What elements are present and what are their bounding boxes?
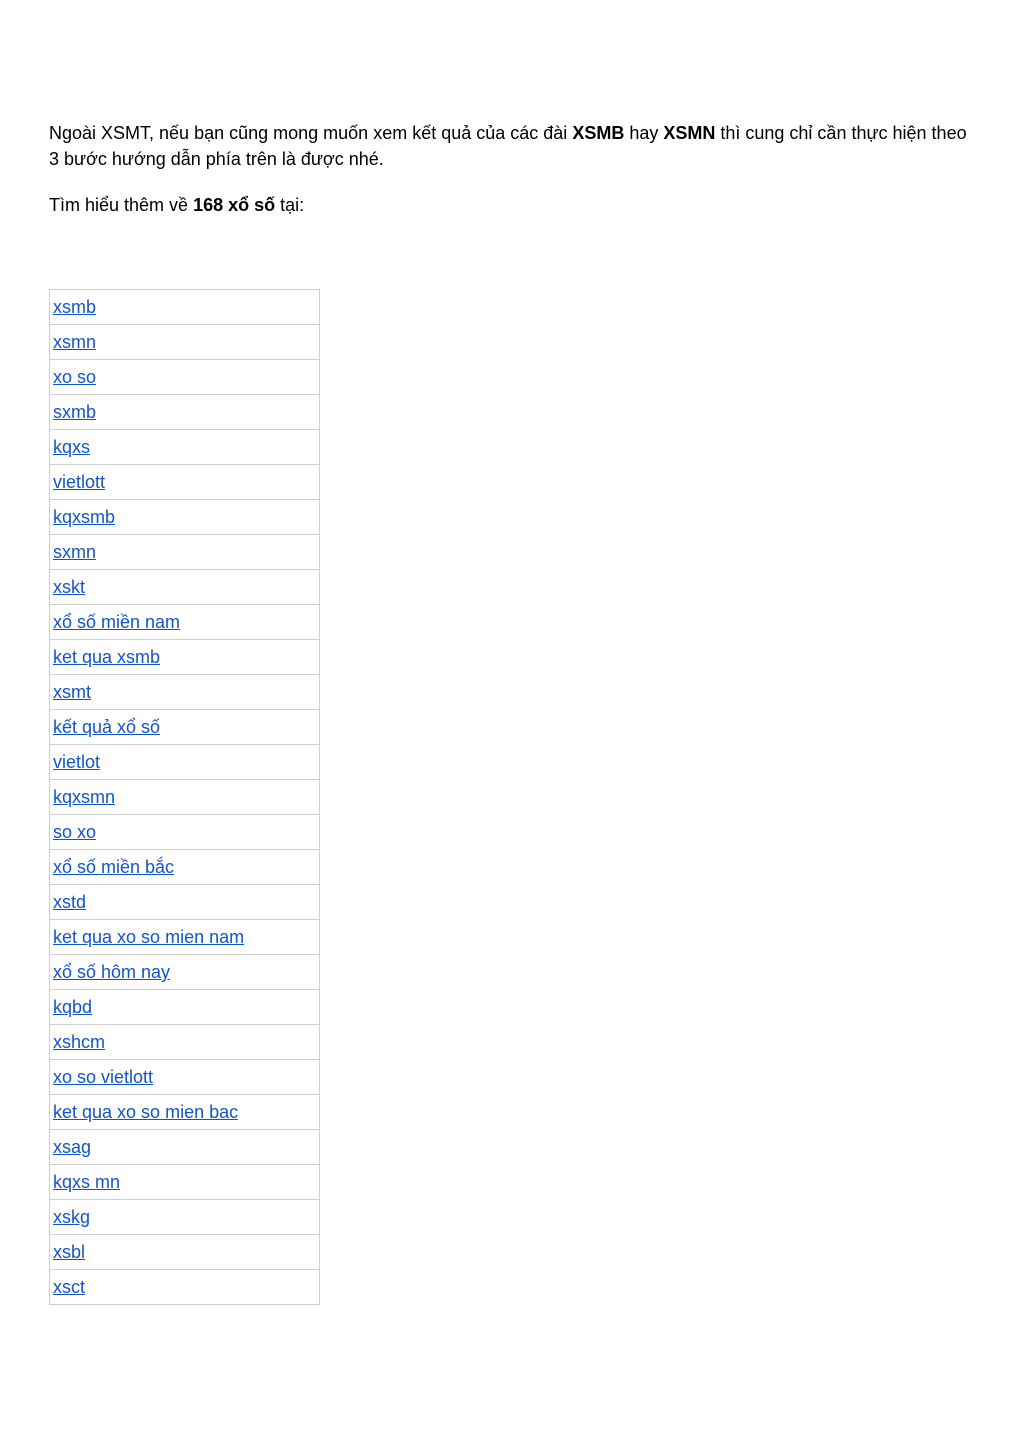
table-cell [50,1095,320,1130]
table-row [50,1060,320,1095]
intro-text-3: thì cung chỉ cần thực hiện theo 3 bước hướng dẫn phía trên là được nhé. [49,123,967,169]
table-cell [50,500,320,535]
link-item[interactable]: xsct [53,1277,86,1297]
article-body [49,120,979,218]
table-row [50,1095,320,1130]
link-item[interactable]: xskt [53,577,86,597]
intro-paragraph [49,120,979,172]
table-cell [50,395,320,430]
table-cell [50,815,320,850]
table-row [50,360,320,395]
table-row [50,780,320,815]
table-row [50,1270,320,1305]
table-cell [50,290,320,325]
table-cell [50,1165,320,1200]
more-text-1: Tìm hiểu thêm về [49,195,194,215]
table-row [50,815,320,850]
table-row [50,1130,320,1165]
table-cell [50,1270,320,1305]
table-cell [50,1025,320,1060]
link-item[interactable]: xstd [53,892,87,912]
more-paragraph [49,192,979,218]
table-cell [50,1060,320,1095]
table-cell [50,430,320,465]
table-row [50,640,320,675]
link-item[interactable]: ket qua xsmb [53,647,161,667]
table-row [50,920,320,955]
link-item[interactable]: xshcm [53,1032,106,1052]
table-row [50,605,320,640]
link-item[interactable]: xsmt [53,682,91,702]
table-row [50,430,320,465]
table-cell [50,325,320,360]
table-cell [50,640,320,675]
table-cell [50,360,320,395]
table-cell [50,920,320,955]
table-cell [50,745,320,780]
table-row [50,290,320,325]
table-cell [50,780,320,815]
intro-bold-xsmb: XSMB [572,123,625,143]
table-row [50,745,320,780]
table-cell [50,710,320,745]
table-row [50,1200,320,1235]
link-item[interactable]: sxmb [53,402,97,422]
table-row [50,395,320,430]
link-item[interactable]: kqxs mn [53,1172,121,1192]
intro-text-2: hay [624,123,664,143]
table-row [50,885,320,920]
table-cell [50,990,320,1025]
link-item[interactable]: xổ số miền nam [53,612,181,632]
table-cell [50,1235,320,1270]
link-item[interactable]: xsmn [53,332,97,352]
links-table [49,289,320,1305]
table-cell [50,605,320,640]
intro-text-1: Ngoài XSMT, nếu bạn cũng mong muốn xem kết quả của các đài [49,123,573,143]
link-item[interactable]: ket qua xo so mien bac [53,1102,239,1122]
table-row [50,1025,320,1060]
table-row [50,990,320,1025]
link-item[interactable]: xsmb [53,297,97,317]
table-cell [50,570,320,605]
link-item[interactable]: xổ số miền bắc [53,857,175,877]
link-item[interactable]: vietlott [53,472,106,492]
table-row [50,675,320,710]
table-cell [50,675,320,710]
table-row [50,465,320,500]
link-item[interactable]: kqbd [53,997,93,1017]
table-row [50,570,320,605]
table-row [50,710,320,745]
link-item[interactable]: xskg [53,1207,91,1227]
more-bold: 168 xổ số [193,195,276,215]
table-row [50,1235,320,1270]
link-item[interactable]: xo so vietlott [53,1067,154,1087]
table-row [50,1165,320,1200]
link-item[interactable]: xsag [53,1137,92,1157]
table-cell [50,850,320,885]
link-item[interactable]: kqxs [53,437,91,457]
table-cell [50,465,320,500]
link-item[interactable]: kqxsmb [53,507,116,527]
table-cell [50,1200,320,1235]
table-row [50,535,320,570]
link-item[interactable]: xo so [53,367,97,387]
link-item[interactable]: sxmn [53,542,97,562]
link-item[interactable]: xsbl [53,1242,86,1262]
link-item[interactable]: kqxsmn [53,787,116,807]
table-row [50,500,320,535]
table-row [50,850,320,885]
table-row [50,955,320,990]
links-table-body [50,290,320,1305]
table-row [50,325,320,360]
table-cell [50,885,320,920]
link-item[interactable]: xổ số hôm nay [53,962,171,982]
table-cell [50,955,320,990]
link-item[interactable]: ket qua xo so mien nam [53,927,245,947]
table-cell [50,535,320,570]
intro-bold-xsmn: XSMN [663,123,716,143]
table-cell [50,1130,320,1165]
link-item[interactable]: so xo [53,822,97,842]
more-text-2: tại: [275,195,305,215]
link-item[interactable]: kết quả xổ số [53,717,161,737]
link-item[interactable]: vietlot [53,752,101,772]
